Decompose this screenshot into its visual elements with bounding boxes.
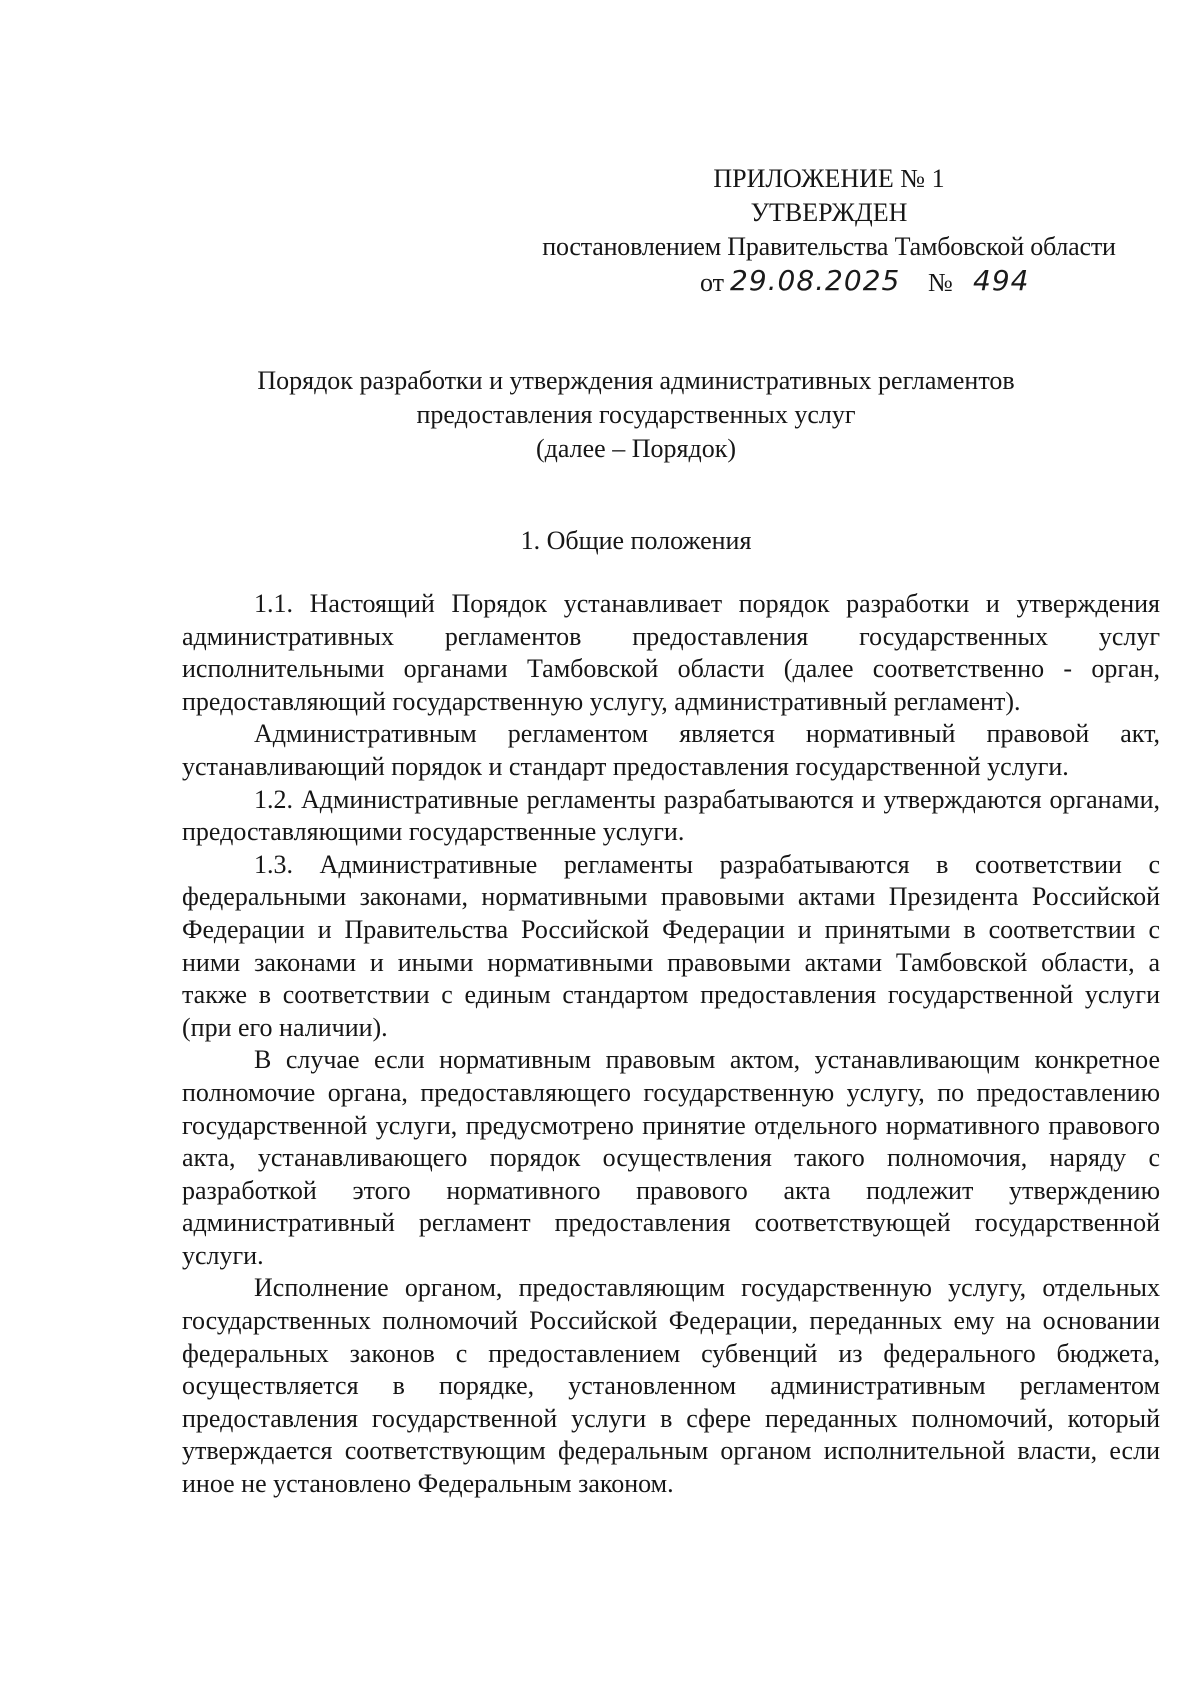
- paragraph-1-1: 1.1. Настоящий Порядок устанавливает порядок разработки и утверждения административных регламентов предоставления государственных услуг исполнительными органами Тамбовской области (далее соответственно - орган, предоставляющий государственную услугу, административный регламент).: [182, 589, 1160, 716]
- paragraph-separate-act: В случае если нормативным правовым актом, устанавливающим конкретное полномочие органа, предоставляющего государственную услугу, по предоставлению государственной услуги, предусмотрено принятие отдельного нормативного правового акта, устанавливающего порядок осуществления такого полномочия, наряду с разработкой этого нормативного правового акта подлежит утверждению административный регламент предоставления соответствующей государственной услуги.: [182, 1045, 1160, 1270]
- paragraph-1-3: 1.3. Административные регламенты разрабатываются в соответствии с федеральными законами, нормативными правовыми актами Президента Российской Федерации и Правительства Российской Федерации и принятыми в соответствии с ними законами и иными нормативными правовыми актами Тамбовской области, а также в соответствии с единым стандартом предоставления государственной услуги (при его наличии).: [182, 849, 1160, 1042]
- approved-label: УТВЕРЖДЕН: [750, 198, 908, 227]
- approval-header: [498, 162, 1160, 302]
- handwritten-number: 494: [973, 264, 1030, 297]
- number-label: №: [928, 268, 953, 297]
- date-number-line: [498, 264, 1160, 302]
- date-prefix: от: [700, 268, 725, 297]
- title-line-2: предоставления государственных услуг: [416, 400, 856, 429]
- section-heading: 1. Общие положения: [520, 526, 752, 555]
- appendix-label: ПРИЛОЖЕНИЕ № 1: [713, 164, 945, 193]
- paragraph-definition: Административным регламентом является нормативный правовой акт, устанавливающий порядок и стандарт предоставления государственной услуги.: [182, 719, 1160, 781]
- handwritten-date: 29.08.2025: [730, 264, 901, 297]
- approved-by-text: постановлением Правительства Тамбовской области: [542, 232, 1116, 261]
- section-body: [182, 588, 1160, 1501]
- title-line-3: (далее – Порядок): [536, 434, 736, 463]
- document-title: [180, 364, 1092, 466]
- title-line-1: Порядок разработки и утверждения административных регламентов: [257, 366, 1015, 395]
- paragraph-federal-powers: Исполнение органом, предоставляющим государственную услугу, отдельных государственных полномочий Российской Федерации, переданных ему на основании федеральных законов с предоставлением субвенций из федерального бюджета, осуществляется в порядке, установленном административным регламентом предоставления государственной услуги в сфере переданных полномочий, который утверждается соответствующим федеральным органом исполнительной власти, если иное не установлено Федеральным законом.: [182, 1273, 1160, 1499]
- paragraph-1-2: 1.2. Административные регламенты разрабатываются и утверждаются органами, предоставляющими государственные услуги.: [182, 784, 1160, 847]
